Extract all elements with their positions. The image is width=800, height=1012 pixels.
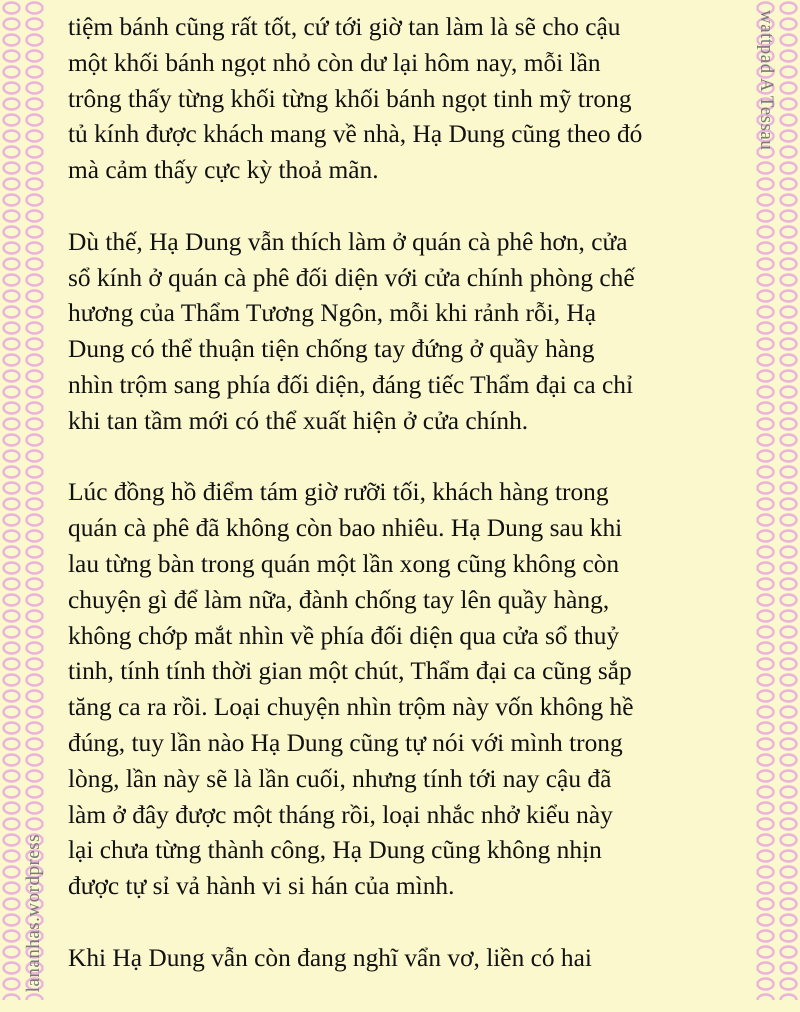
right-watermark: wattpad A Tessau xyxy=(756,10,777,151)
paragraph-4: Khi Hạ Dung vẫn còn đang nghĩ vẩn vơ, liền có hai xyxy=(68,943,592,972)
left-watermark: lananhas.wordpress xyxy=(23,833,44,992)
paragraph-2: Dù thế, Hạ Dung vẫn thích làm ở quán cà phê hơn, cửa sổ kính ở quán cà phê đối diện với cửa chính phòng chế hương của Thẩm Tương Ngôn, mỗi khi rảnh rỗi, Hạ Dung có thể thuận tiện chống tay đứng ở quầy hàng nhìn trộm sang phía đối diện, đáng tiếc Thẩm đại ca chỉ khi tan tầm mới có thể xuất hiện ở cửa chính. xyxy=(68,227,635,435)
paragraph-3: Lúc đồng hồ điểm tám giờ rưỡi tối, khách hàng trong quán cà phê đã không còn bao nhiêu. Hạ Dung sau khi lau từng bàn trong quán một lần xong cũng không còn chuyện gì để làm nữa, đành chống tay lên quầy hàng, không chớp mắt nhìn về phía đối diện qua cửa sổ thuỷ tinh, tính tính thời gian một chút, Thẩm đại ca cũng sắp tăng ca ra rồi. Loại chuyện nhìn trộm này vốn không hề đúng, tuy lần nào Hạ Dung cũng tự nói với mình trong lòng, lần này sẽ là lần cuối, nhưng tính tới nay cậu đã làm ở đây được một tháng rồi, loại nhắc nhở kiểu này lại chưa từng thành công, Hạ Dung cũng không nhịn được tự sỉ vả hành vi si hán của mình. xyxy=(68,478,634,901)
paragraph-1: tiệm bánh cũng rất tốt, cứ tới giờ tan làm là sẽ cho cậu một khối bánh ngọt nhỏ còn dư lại hôm nay, mỗi lần trông thấy từng khối từng khối bánh ngọt tinh mỹ trong tủ kính được khách mang về nhà, Hạ Dung cũng theo đó mà cảm thấy cực kỳ thoả mãn. xyxy=(68,13,643,185)
story-text xyxy=(68,10,748,1012)
